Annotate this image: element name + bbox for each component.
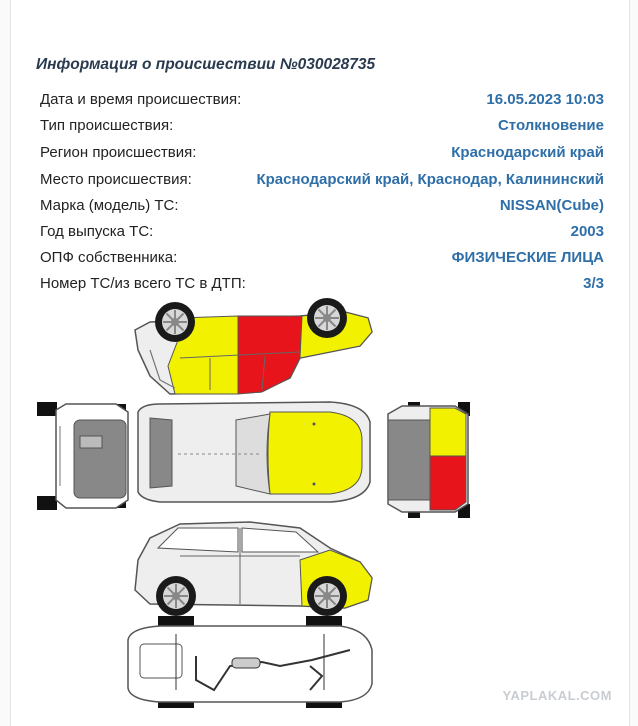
page-title: Информация о происшествии №030028735	[36, 56, 376, 73]
car-front-view	[388, 402, 470, 518]
car-rear-view	[37, 402, 128, 510]
info-label: Дата и время происшествия:	[40, 91, 242, 108]
info-label: ОПФ собственника:	[40, 249, 178, 266]
info-value: NISSAN(Cube)	[499, 197, 604, 214]
info-label: Место происшествия:	[40, 171, 192, 188]
info-value: ФИЗИЧЕСКИЕ ЛИЦА	[451, 249, 604, 266]
watermark: YAPLAKAL.COM	[502, 688, 612, 703]
info-value: 3/3	[583, 275, 604, 292]
info-label: Марка (модель) ТС:	[40, 197, 179, 214]
info-label: Регион происшествия:	[40, 144, 197, 161]
car-side-view-bottom	[135, 522, 372, 616]
info-value: Краснодарский край	[451, 144, 604, 161]
damage-zone-severe	[430, 456, 466, 510]
info-value: Краснодарский край, Краснодар, Калининский	[256, 171, 604, 188]
car-side-view-top	[135, 298, 372, 394]
info-value: 16.05.2023 10:03	[486, 91, 604, 108]
info-value: 2003	[570, 223, 604, 240]
damage-zone-moderate	[430, 408, 466, 456]
car-underbody-view	[128, 616, 372, 708]
info-label: Номер ТС/из всего ТС в ДТП:	[40, 275, 246, 292]
info-value: Столкновение	[497, 117, 604, 134]
car-plan-view	[138, 402, 370, 502]
info-label: Тип происшествия:	[40, 117, 174, 134]
info-label: Год выпуска ТС:	[40, 223, 154, 240]
